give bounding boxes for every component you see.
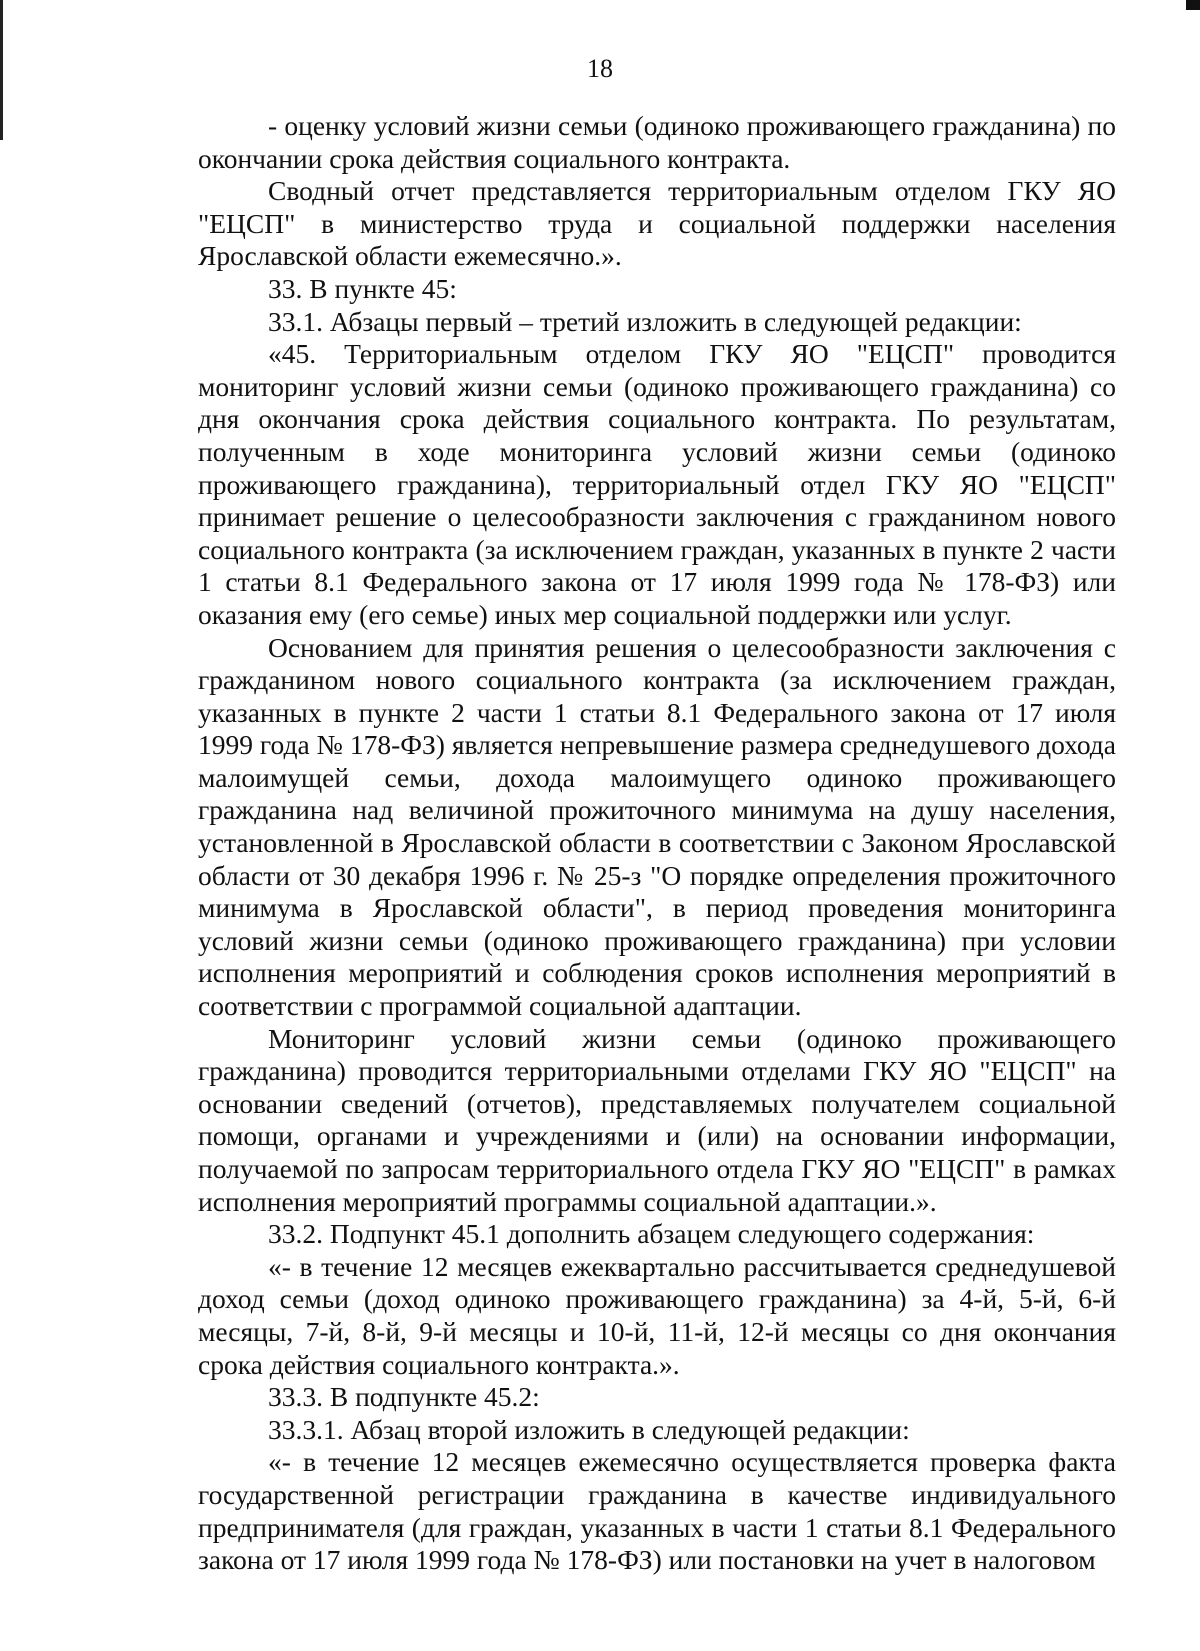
paragraph: 33. В пункте 45: (268, 272, 457, 304)
paragraph: «- в течение 12 месяцев ежеквартально рассчитывается среднедушевой доход семьи (доход одиноко проживающего гражданина) за 4-й, 5-й, 6-й месяцы, 7-й, 8-й, 9-й месяцы и 10-й, 11-й, 12-й месяцы со дня окончания срока действия социального контракта.». (198, 1250, 1116, 1380)
paragraph: 33.3. В подпункте 45.2: (268, 1381, 540, 1413)
paragraph: Сводный отчет представляется территориальным отделом ГКУ ЯО "ЕЦСП" в министерство труда и социальной поддержки населения Ярославской области ежемесячно.». (198, 175, 1116, 272)
page-number: 18 (587, 54, 613, 83)
document-body (198, 110, 1116, 1577)
paragraph: Мониторинг условий жизни семьи (одиноко проживающего гражданина) проводится территориальными отделами ГКУ ЯО "ЕЦСП" на основании сведений (отчетов), представляемых получателем социальной помощи, органами и учреждениями и (или) на основании информации, получаемой по запросам территориального отдела ГКУ ЯО "ЕЦСП" в рамках исполнения мероприятий программы социальной адаптации.». (198, 1022, 1116, 1217)
paragraph: 33.1. Абзацы первый – третий изложить в следующей редакции: (268, 305, 1022, 337)
paragraph: «- в течение 12 месяцев ежемесячно осуществляется проверка факта государственной регистрации гражданина в качестве индивидуального предпринимателя (для граждан, указанных в части 1 статьи 8.1 Федерального закона от 17 июля 1999 года № 178-ФЗ) или постановки на учет в налоговом (198, 1446, 1116, 1576)
paragraph: Основанием для принятия решения о целесообразности заключения с гражданином нового социального контракта (за исключением граждан, указанных в пункте 2 части 1 статьи 8.1 Федерального закона от 17 июля 1999 года № 178-ФЗ) является непревышение размера среднедушевого дохода малоимущей семьи, дохода малоимущего одиноко проживающего гражданина над величиной прожиточного минимума на душу населения, установленной в Ярославской области в соответствии с Законом Ярославской области от 30 декабря 1996 г. № 25-з "О порядке определения прожиточного минимума в Ярославской области", в период проведения мониторинга условий жизни семьи (одиноко проживающего гражданина) при условии исполнения мероприятий и соблюдения сроков исполнения мероприятий в соответствии с программой социальной адаптации. (198, 631, 1116, 1022)
scan-corner-mark (1186, 0, 1200, 10)
paragraph: - оценку условий жизни семьи (одиноко проживающего гражданина) по окончании срока действия социального контракта. (198, 110, 1116, 174)
paragraph: 33.3.1. Абзац второй изложить в следующей редакции: (268, 1413, 910, 1445)
paragraph: «45. Территориальным отделом ГКУ ЯО "ЕЦСП" проводится мониторинг условий жизни семьи (одиноко проживающего гражданина) со дня окончания срока действия социального контракта. По результатам, полученным в ходе мониторинга условий жизни семьи (одиноко проживающего гражданина), территориальный отдел ГКУ ЯО "ЕЦСП" принимает решение о целесообразности заключения с гражданином нового социального контракта (за исключением граждан, указанных в пункте 2 части 1 статьи 8.1 Федерального закона от 17 июля 1999 года № 178-ФЗ) или оказания ему (его семье) иных мер социальной поддержки или услуг. (198, 338, 1116, 630)
paragraph: 33.2. Подпункт 45.1 дополнить абзацем следующего содержания: (268, 1218, 1035, 1250)
